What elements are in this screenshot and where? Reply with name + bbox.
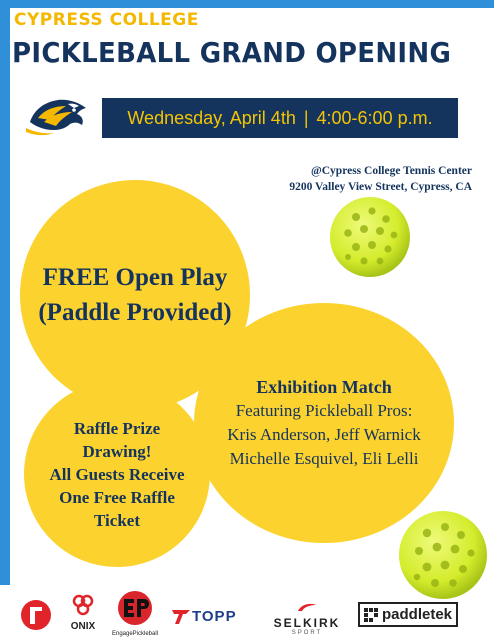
selkirk-mark-icon	[296, 601, 318, 613]
exhibition-line2: Kris Anderson, Jeff Warnick	[227, 425, 421, 444]
topp-text: TOPP	[192, 608, 237, 625]
engage-mark-icon	[115, 590, 155, 626]
selkirk-logo	[266, 600, 348, 636]
raffle-line5: Ticket	[94, 510, 140, 530]
exhibition-line3: Michelle Esquivel, Eli Lelli	[229, 449, 419, 468]
date-time-banner	[102, 98, 458, 138]
sponsor-logos	[0, 590, 494, 638]
paddletek-mark-icon	[364, 608, 378, 622]
onix-text: ONIX	[70, 621, 96, 632]
topp-logo	[172, 608, 237, 625]
pickleball-icon	[397, 509, 489, 601]
venue-info	[289, 163, 472, 195]
paddletek-text: paddletek	[382, 606, 453, 623]
event-title: PICKLEBALL GRAND OPENING	[12, 36, 452, 69]
college-name: CYPRESS COLLEGE	[14, 10, 199, 30]
exhibition-line1: Featuring Pickleball Pros:	[235, 401, 413, 420]
selkirk-subtext: SPORT	[291, 630, 323, 636]
topp-mark-icon	[172, 610, 190, 624]
event-date: Wednesday, April 4th	[127, 107, 296, 128]
engage-text: EngagePickleball	[111, 631, 159, 637]
event-time: 4:00-6:00 p.m.	[316, 107, 433, 128]
onix-mark-icon	[72, 594, 94, 616]
raffle-line4: One Free Raffle	[59, 487, 175, 507]
left-accent-bar	[0, 0, 10, 585]
top-accent-bar	[0, 0, 494, 8]
gamma-logo-icon	[20, 598, 52, 632]
onix-logo	[66, 594, 100, 632]
banner-separator: |	[303, 107, 309, 128]
exhibition-title: Exhibition Match	[256, 377, 392, 397]
charger-mascot-icon	[24, 92, 92, 142]
paddletek-logo	[358, 602, 458, 627]
free-play-line1: FREE Open Play	[42, 264, 228, 291]
free-play-line2: (Paddle Provided)	[38, 299, 232, 326]
venue-address: 9200 Valley View Street, Cypress, CA	[289, 181, 472, 193]
engage-logo	[110, 590, 160, 637]
raffle-circle	[24, 381, 210, 567]
raffle-line1: Raffle Prize	[73, 418, 161, 438]
selkirk-text: SELKIRK	[273, 616, 341, 630]
pickleball-icon	[328, 195, 412, 279]
raffle-line3: All Guests Receive	[49, 464, 185, 484]
exhibition-circle	[194, 303, 454, 543]
venue-name: @Cypress College Tennis Center	[311, 165, 472, 177]
raffle-line2: Drawing!	[82, 441, 152, 461]
